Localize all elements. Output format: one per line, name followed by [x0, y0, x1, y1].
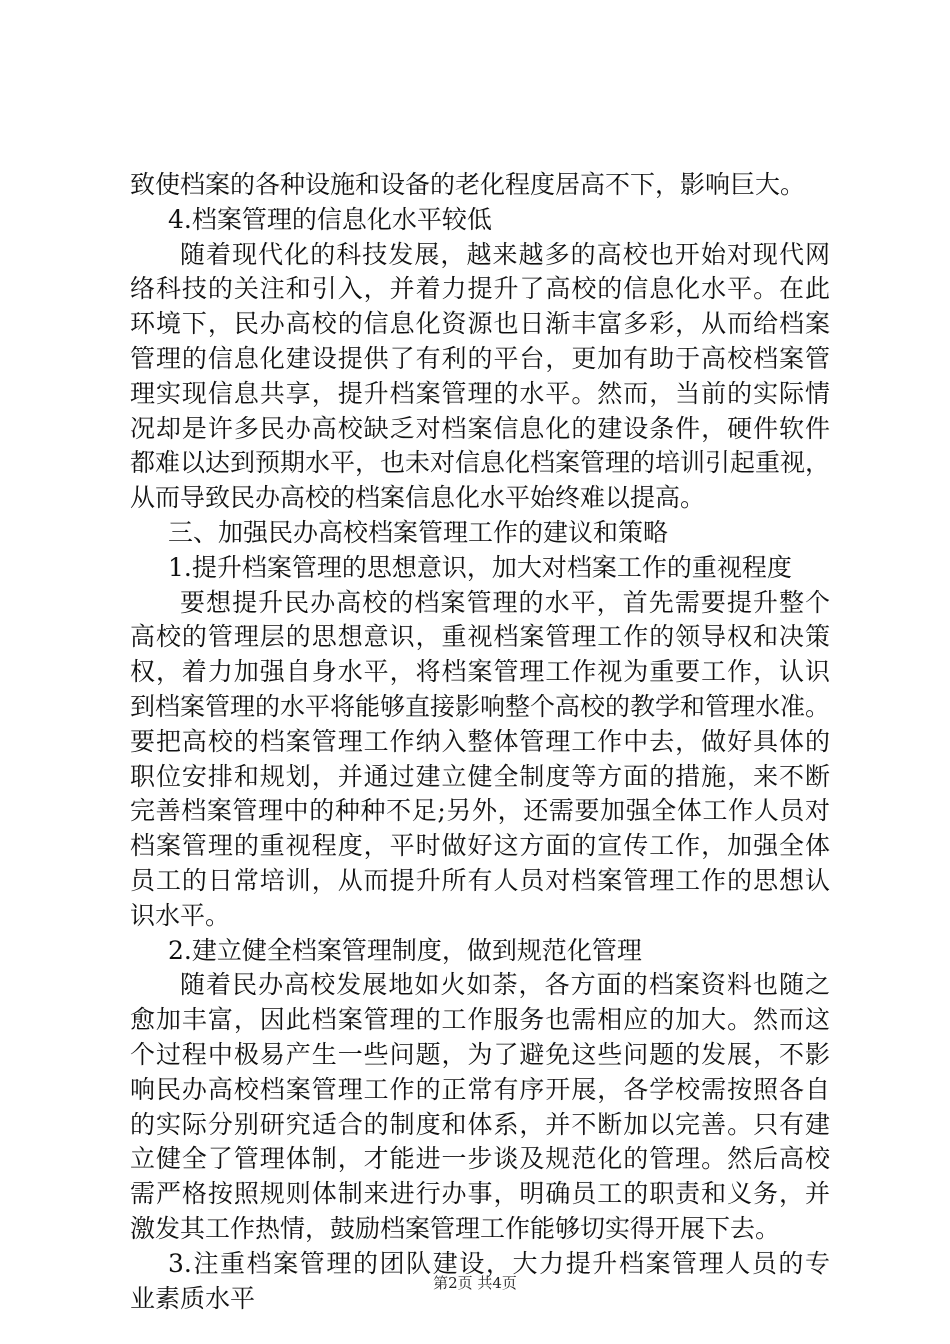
- text-line: 况却是许多民办高校缺乏对档案信息化的建设条件，硬件软件: [130, 413, 830, 443]
- page-number: 第2页 共4页: [433, 1274, 517, 1292]
- text-line: 愈加丰富，因此档案管理的工作服务也需相应的加大。然而这: [130, 1005, 830, 1035]
- text-line: 到档案管理的水平将能够直接影响整个高校的教学和管理水准。: [130, 691, 831, 721]
- text-line: 高校的管理层的思想意识，重视档案管理工作的领导权和决策: [130, 622, 830, 652]
- text-line: 的实际分别研究适合的制度和体系，并不断加以完善。只有建: [130, 1109, 830, 1139]
- text-line: 随着现代化的科技发展，越来越多的高校也开始对现代网: [180, 239, 830, 269]
- text-line: 理实现信息共享，提升档案管理的水平。然而，当前的实际情: [130, 378, 830, 408]
- text-line: 权，着力加强自身水平，将档案管理工作视为重要工作，认识: [130, 657, 830, 687]
- text-line: 业素质水平: [130, 1283, 256, 1313]
- text-line: 激发其工作热情，鼓励档案管理工作能够切实得开展下去。: [130, 1213, 781, 1243]
- text-line: 环境下，民办高校的信息化资源也日渐丰富多彩，从而给档案: [130, 309, 830, 339]
- text-line: 立健全了管理体制，才能进一步谈及规范化的管理。然后高校: [130, 1144, 830, 1174]
- text-line: 3.注重档案管理的团队建设，大力提升档案管理人员的专: [168, 1248, 830, 1278]
- text-line: 要把高校的档案管理工作纳入整体管理工作中去，做好具体的: [130, 726, 830, 756]
- text-line: 2.建立健全档案管理制度，做到规范化管理: [168, 935, 642, 965]
- text-line: 响民办高校档案管理工作的正常有序开展，各学校需按照各自: [130, 1074, 830, 1104]
- text-line: 从而导致民办高校的档案信息化水平始终难以提高。: [130, 483, 706, 513]
- text-line: 1.提升档案管理的思想意识，加大对档案工作的重视程度: [168, 552, 792, 582]
- text-line: 要想提升民办高校的档案管理的水平，首先需要提升整个: [180, 587, 830, 617]
- text-line: 随着民办高校发展地如火如荼，各方面的档案资料也随之: [180, 970, 830, 1000]
- text-line: 个过程中极易产生一些问题，为了避免这些问题的发展，不影: [130, 1039, 830, 1069]
- text-line: 管理的信息化建设提供了有利的平台，更加有助于高校档案管: [130, 343, 830, 373]
- text-line: 识水平。: [130, 900, 231, 930]
- text-line: 络科技的关注和引入，并着力提升了高校的信息化水平。在此: [130, 274, 830, 304]
- document-body: [130, 168, 830, 1316]
- text-line: 致使档案的各种设施和设备的老化程度居高不下，影响巨大。: [130, 170, 806, 199]
- text-line: 职位安排和规划，并通过建立健全制度等方面的措施，来不断: [130, 761, 830, 791]
- text-line: 需严格按照规则体制来进行办事，明确员工的职责和义务，并: [130, 1179, 830, 1209]
- text-line: 完善档案管理中的种种不足;另外，还需要加强全体工作人员对: [130, 796, 830, 826]
- page-footer: [0, 1272, 950, 1293]
- text-line: 三、加强民办高校档案管理工作的建议和策略: [168, 517, 669, 547]
- text-line: 员工的日常培训，从而提升所有人员对档案管理工作的思想认: [130, 865, 830, 895]
- text-line: 档案管理的重视程度，平时做好这方面的宣传工作，加强全体: [130, 831, 830, 861]
- text-line: 都难以达到预期水平，也未对信息化档案管理的培训引起重视，: [130, 448, 831, 478]
- text-line: 4.档案管理的信息化水平较低: [168, 204, 492, 234]
